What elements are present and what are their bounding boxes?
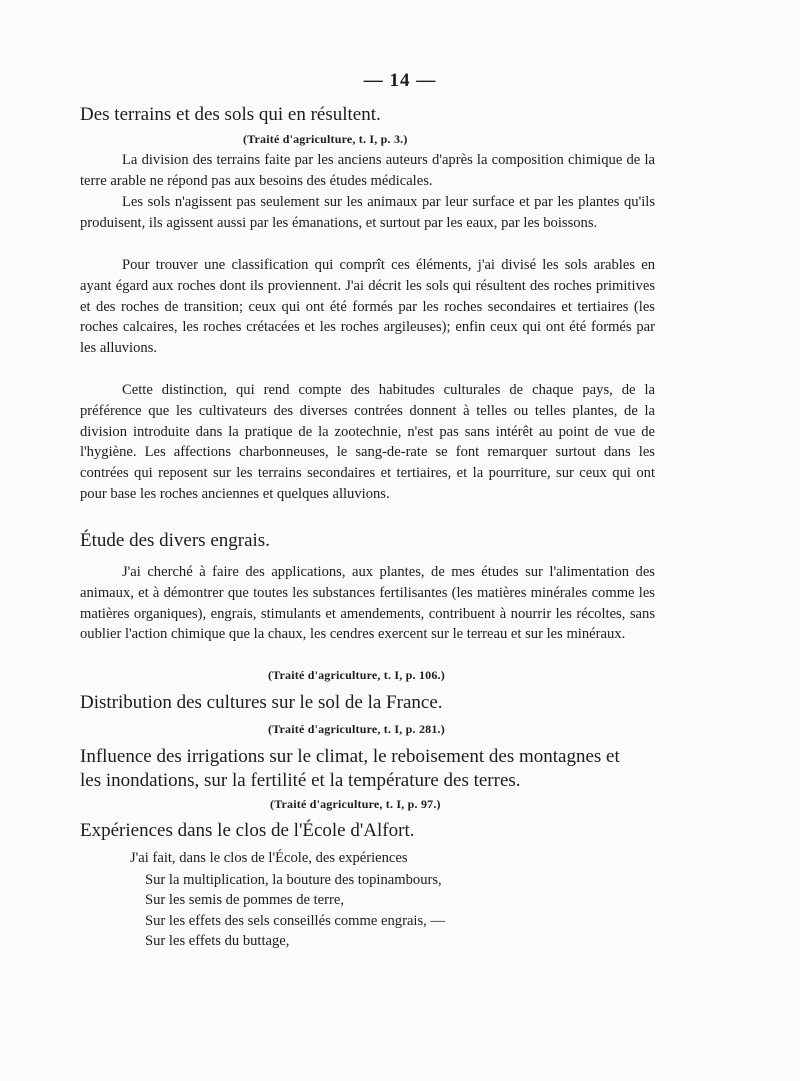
alfort-experiments-list	[145, 870, 445, 952]
alfort-intro: J'ai fait, dans le clos de l'École, des expériences	[130, 850, 408, 866]
list-item: Sur les semis de pommes de terre,	[145, 892, 344, 909]
paragraph-engrais: J'ai cherché à faire des applications, aux plantes, de mes études sur l'alimentation des animaux, et à démontrer que toutes les substances fertilisantes (les matières minérales comme les matières organiques), engrais, stimulants et amendements, contribuent à nourrir les récoltes, sans oublier l'action chimique que la chaux, les cendres exercent sur le terreau et sur les minéraux.	[80, 564, 655, 643]
reference-engrais: (Traité d'agriculture, t. I, p. 106.)	[268, 668, 445, 682]
list-item: Sur les effets du buttage,	[145, 933, 290, 950]
page-number: — 14 —	[363, 70, 437, 91]
paragraph-terrains-4: Cette distinction, qui rend compte des habitudes culturales de chaque pays, de la préférence que les cultivateurs des diverses contrées donnent à telles ou telles plantes, de la division introduite dans la pratique de la zootechnie, n'est pas sans intérêt au point de vue de l'hygiène. Les affections charbonneuses, le sang-de-rate se font remarquer surtout dans les contrées qui reposent sur les terrains secondaires et tertiaires, et la pourriture, sur ceux qui ont pour base les roches anciennes et quelques alluvions.	[80, 382, 655, 502]
section-title-irrigations-line2: les inondations, sur la fertilité et la température des terres.	[80, 770, 521, 791]
section-title-distribution: Distribution des cultures sur le sol de la France.	[80, 692, 443, 713]
section-title-engrais: Étude des divers engrais.	[80, 530, 270, 551]
section-title-alfort: Expériences dans le clos de l'École d'Alfort.	[80, 820, 415, 841]
list-item: Sur les effets des sels conseillés comme engrais, —	[145, 912, 446, 929]
paragraph-terrains-3: Pour trouver une classification qui comprît ces éléments, j'ai divisé les sols arables en ayant égard aux roches dont ils proviennent. J'ai décrit les sols qui résultent des roches primitives et des roches de transition; ceux qui ont été formés par les roches secondaires et tertiaires (les roches calcaires, les roches crétacées et les roches argileuses); enfin ceux qui ont été formés par les alluvions.	[80, 257, 655, 357]
section-title-terrains: Des terrains et des sols qui en résultent.	[80, 104, 381, 125]
reference-terrains: (Traité d'agriculture, t. I, p. 3.)	[243, 132, 408, 146]
list-item: Sur la multiplication, la bouture des topinambours,	[145, 872, 442, 888]
bleed-through-texture	[420, 104, 424, 120]
reference-distribution: (Traité d'agriculture, t. I, p. 281.)	[268, 722, 445, 736]
section-title-irrigations-line1: Influence des irrigations sur le climat, le reboisement des montagnes et	[80, 746, 620, 767]
paragraph-terrains-2: Les sols n'agissent pas seulement sur les animaux par leur surface et par les plantes qu'ils produisent, ils agissent aussi par les émanations, et surtout par les eaux, par les boissons.	[80, 194, 655, 231]
reference-irrigations: (Traité d'agriculture, t. I, p. 97.)	[270, 797, 441, 811]
paragraph-terrains-1: La division des terrains faite par les anciens auteurs d'après la composition chimique de la terre arable ne répond pas aux besoins des études médicales.	[80, 152, 655, 189]
